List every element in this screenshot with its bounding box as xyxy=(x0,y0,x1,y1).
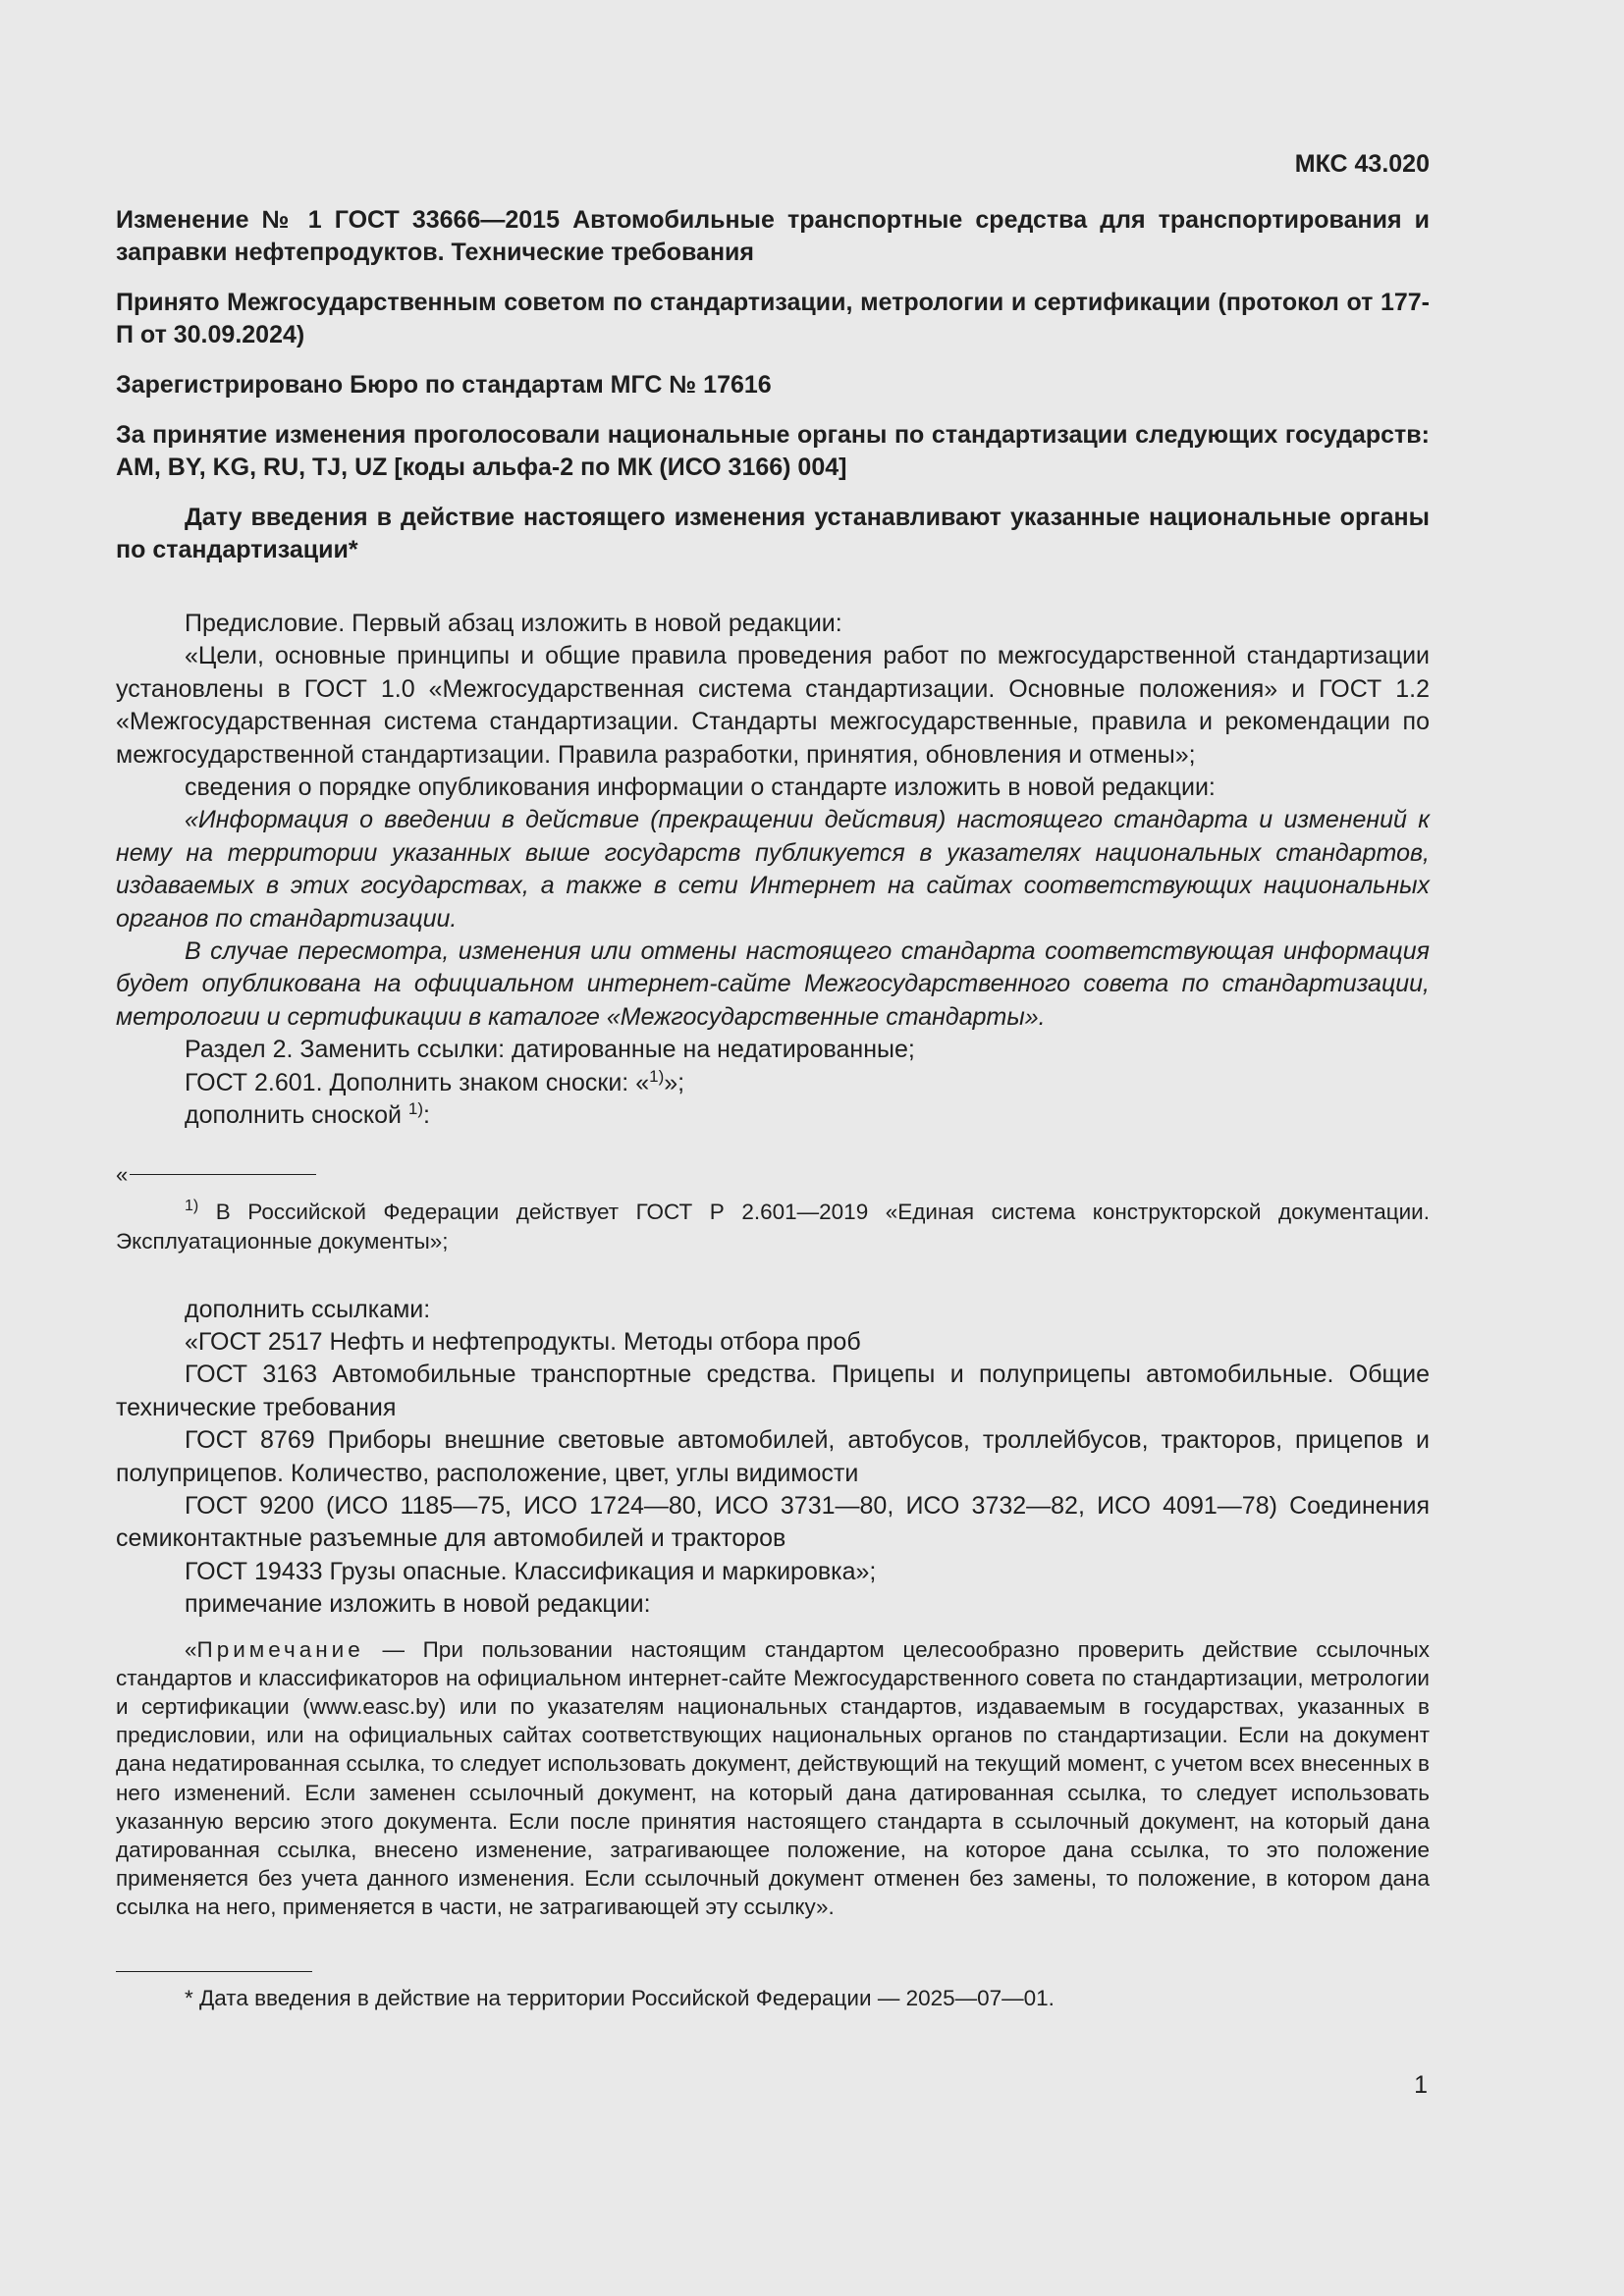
paragraph-goals: «Цели, основные принципы и общие правила проведения работ по межгосударственной стандартизации установлены в ГОСТ 1.0 «Межгосударственная система стандартизации. Основные положения» и ГОСТ 1.2 «Межгосударственная система стандартизации. Стандарты межгосударственные, правила и рекомендации по межгосударственной стандартизации. Правила разработки, принятия, обновления и отмены»; xyxy=(116,642,1430,769)
paragraph-preface: Предисловие. Первый абзац изложить в новой редакции: xyxy=(185,610,842,637)
footnote-divider xyxy=(130,1174,316,1175)
mks-code: МКС 43.020 xyxy=(1294,150,1430,178)
note-paragraph xyxy=(116,1635,1430,1922)
paragraph-section-2: Раздел 2. Заменить ссылки: датированные на недатированные; xyxy=(185,1036,915,1064)
footnote-marker: 1) xyxy=(649,1066,665,1086)
voting-statement: За принятие изменения проголосовали национальные органы по стандартизации следующих государств: AM, BY, KG, RU, TJ, UZ [коды альфа-2 по МК (ИСО 3166) 004] xyxy=(116,421,1430,481)
paragraph-revision-italic: В случае пересмотра, изменения или отмены настоящего стандарта соответствующая информация будет опубликована на официальном интернет-сайте Межгосударственного совета по стандартизации, метрологии и сертификации в каталоге «Межгосударственные стандарты». xyxy=(116,937,1430,1031)
page-number: 1 xyxy=(1414,2071,1428,2099)
footnote-open-quote: « xyxy=(116,1161,129,1187)
reference-gost-8769: ГОСТ 8769 Приборы внешние световые автомобилей, автобусов, троллейбусов, тракторов, прицепов и полуприцепов. Количество, расположение, цвет, углы видимости xyxy=(116,1426,1430,1487)
effective-date-statement: Дату введения в действие настоящего изменения устанавливают указанные национальные органы по стандартизации* xyxy=(116,504,1430,563)
amendment-title: Изменение № 1 ГОСТ 33666—2015 Автомобильные транспортные средства для транспортирования и заправки нефтепродуктов. Технические требования xyxy=(116,206,1430,266)
footnote-text xyxy=(116,1198,1430,1256)
paragraph-add-footnote-suffix: : xyxy=(423,1101,430,1130)
bottom-footnote: * Дата введения в действие на территории Российской Федерации — 2025—07—01. xyxy=(185,1985,1055,2010)
inserted-footnote xyxy=(116,1162,1430,1256)
note-text: — При пользовании настоящим стандартом целесообразно проверить действие ссылочных стандартов и классификаторов на официальном интернет-сайте Межгосударственного совета по стандартизации, метрологии и сертификации (www.easc.by) или по указателям национальных стандартов, издаваемым в государствах, указанных в предисловии, или на официальных сайтах соответствующих национальных органов по стандартизации. Если на документ дана недатированная ссылка, то следует использовать документ, действующий на текущий момент, с учетом всех внесенных в него изменений. Если заменен ссылочный документ, на который дана датированная ссылка, то следует использовать указанную версию этого документа. Если после принятия настоящего стандарта в ссылочный документ, на который дана датированная ссылка, внесено изменение, затрагивающее положение, на которое дана ссылка, то это положение применяется без учета данного изменения. Если ссылочный документ отменен без замены, то положение, в котором дана ссылка на него, применяется в части, не затрагивающей эту ссылку». xyxy=(116,1636,1430,1920)
paragraph-add-references: дополнить ссылками: xyxy=(185,1295,431,1323)
adopted-statement: Принято Межгосударственным советом по стандартизации, метрологии и сертификации (протокол от 177-П от 30.09.2024) xyxy=(116,289,1430,348)
paragraph-add-footnote xyxy=(116,1099,1430,1132)
reference-gost-3163: ГОСТ 3163 Автомобильные транспортные средства. Прицепы и полуприцепы автомобильные. Общие технические требования xyxy=(116,1361,1430,1421)
paragraph-note-intro: примечание изложить в новой редакции: xyxy=(185,1590,651,1619)
reference-gost-19433: ГОСТ 19433 Грузы опасные. Классификация и маркировка»; xyxy=(185,1557,877,1585)
reference-gost-2517: «ГОСТ 2517 Нефть и нефтепродукты. Методы отбора проб xyxy=(185,1327,861,1356)
reference-gost-9200: ГОСТ 9200 (ИСО 1185—75, ИСО 1724—80, ИСО 3731—80, ИСО 3732—82, ИСО 4091—78) Соединения семиконтактные разъемные для автомобилей и тракторов xyxy=(116,1491,1430,1553)
footnote-body: В Российской Федерации действует ГОСТ Р 2.601—2019 «Единая система конструкторской документации. Эксплуатационные документы»; xyxy=(116,1199,1430,1254)
paragraph-gost-2601 xyxy=(116,1067,1430,1099)
document-page xyxy=(116,147,1430,2013)
paragraph-gost-2601-suffix: »; xyxy=(664,1068,685,1096)
footnote-marker: 1) xyxy=(407,1099,424,1119)
footnote-marker: 1) xyxy=(185,1197,199,1214)
footnote-rule-line xyxy=(116,1162,1430,1188)
note-label: Примечание xyxy=(196,1636,364,1662)
paragraph-add-footnote-text: дополнить сноской xyxy=(185,1101,408,1130)
paragraph-gost-2601-text: ГОСТ 2.601. Дополнить знаком сноски: « xyxy=(185,1068,650,1096)
paragraph-info-italic: «Информация о введении в действие (прекращении действия) настоящего стандарта и изменений к нему на территории указанных выше государств публикуется в указателях национальных стандартов, издаваемых в этих государствах, а также в сети Интернет на сайтах соответствующих национальных органов по стандартизации. xyxy=(116,806,1430,933)
note-prefix: « xyxy=(185,1636,197,1662)
bottom-footnote-divider xyxy=(116,1971,312,1972)
registration-statement: Зарегистрировано Бюро по стандартам МГС № 17616 xyxy=(116,371,772,399)
paragraph-publication: сведения о порядке опубликования информации о стандарте изложить в новой редакции: xyxy=(185,774,1216,802)
